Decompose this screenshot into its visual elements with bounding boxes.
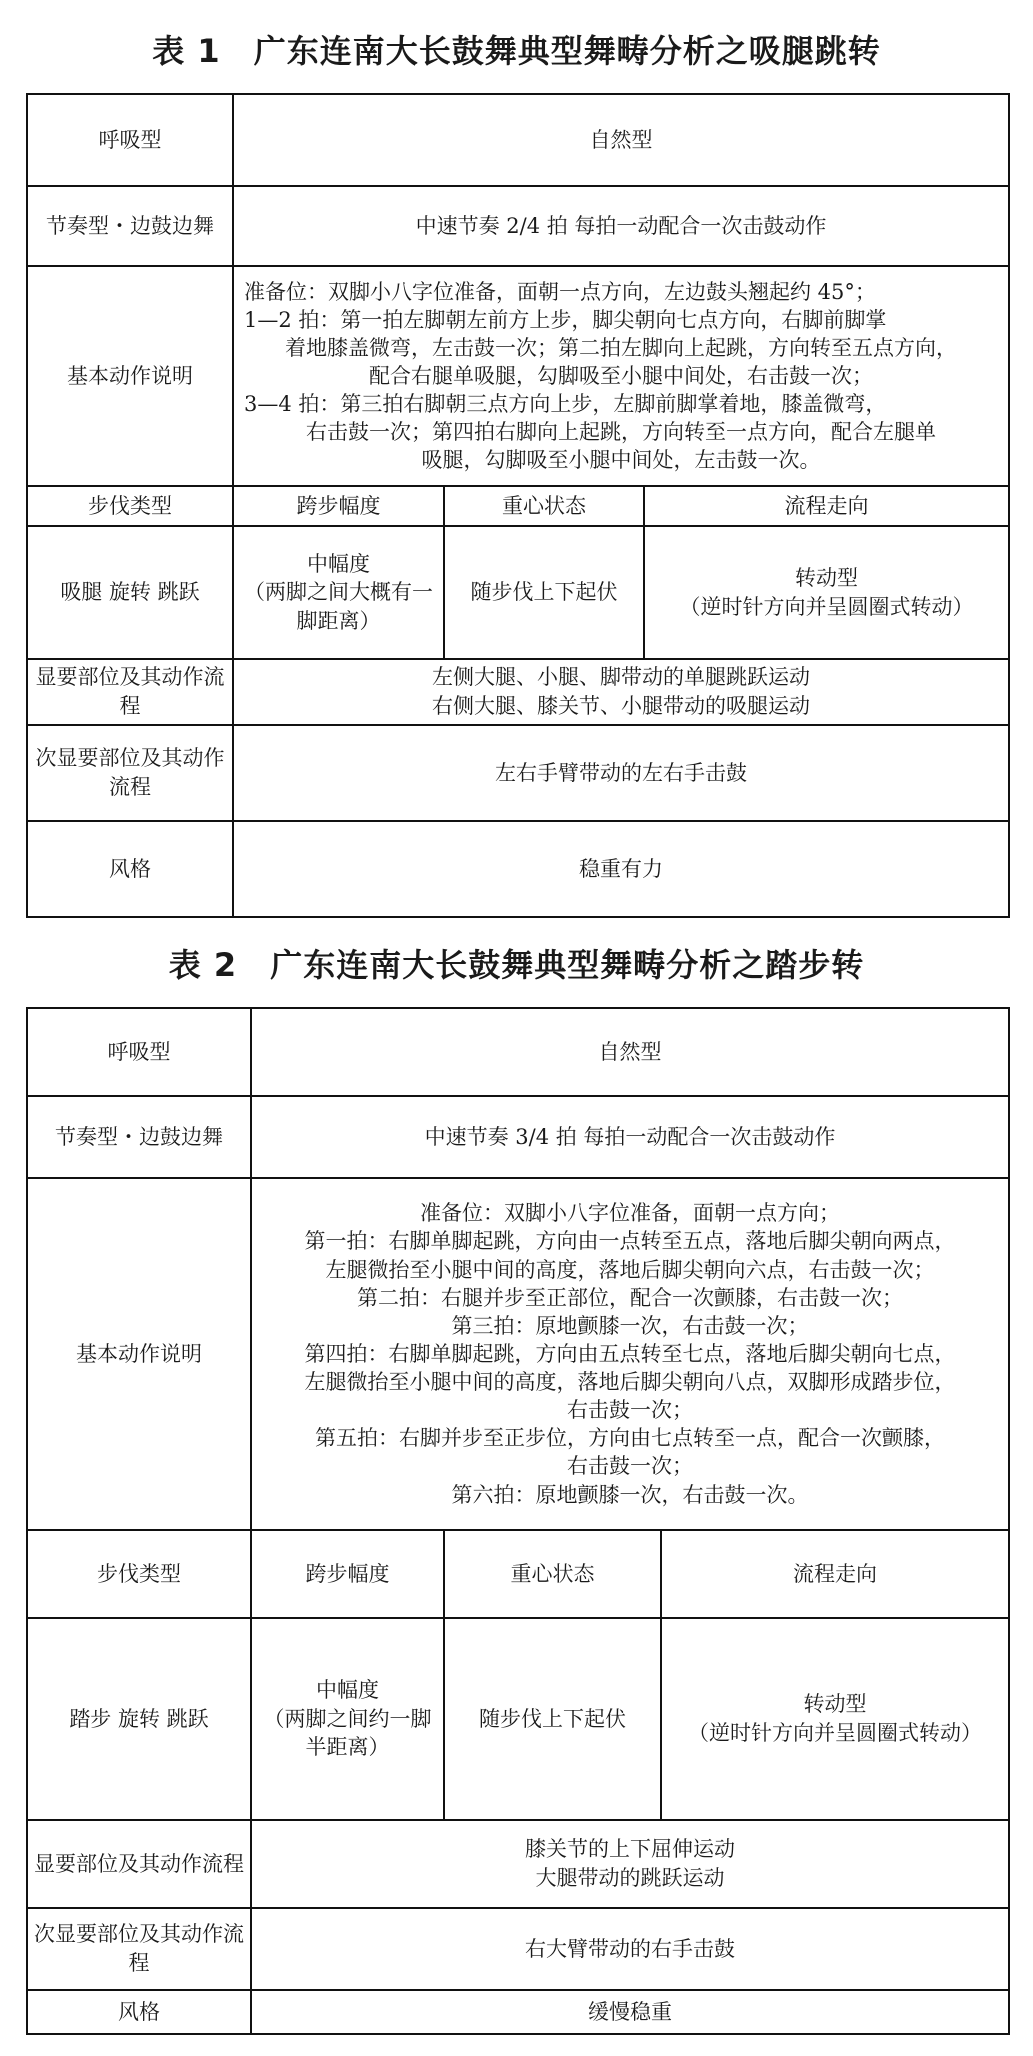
main-parts-value <box>251 1820 1009 1908</box>
sub-parts-value: 左右手臂带动的左右手击鼓 <box>233 725 1009 821</box>
flow-value-main: 转动型 <box>795 565 859 590</box>
desc-line: 左腿微抬至小腿中间的高度，落地后脚尖朝向八点，双脚形成踏步位， <box>304 1370 956 1395</box>
desc-line: 第二拍：右腿并步至正部位，配合一次颤膝，右击鼓一次； <box>357 1285 904 1310</box>
flow-value <box>644 526 1009 659</box>
stride-value-note: （两脚之间约一脚半距离） <box>263 1706 432 1760</box>
desc-line: 准备位：双脚小八字位准备，面朝一点方向，左边鼓头翘起约 45°； <box>244 279 876 304</box>
flow-value <box>661 1618 1009 1820</box>
table1 <box>26 93 1010 918</box>
sub-parts-label: 次显要部位及其动作流程 <box>27 1908 251 1990</box>
table2-caption: 表 2 广东连南大长鼓舞典型舞畴分析之踏步转 <box>168 946 865 984</box>
desc-line: 配合右腿单吸腿，勾脚吸至小腿中间处，右击鼓一次； <box>369 363 874 388</box>
main-parts-label: 显要部位及其动作流程 <box>27 659 233 725</box>
table-row <box>27 1530 1009 1618</box>
style-label: 风格 <box>27 821 233 917</box>
desc-line: 第一拍：右脚单脚起跳，方向由一点转至五点，落地后脚尖朝向两点， <box>304 1229 956 1254</box>
flow-label: 流程走向 <box>661 1530 1009 1618</box>
desc-line: 准备位：双脚小八字位准备，面朝一点方向； <box>420 1201 841 1226</box>
stride-value <box>251 1618 444 1820</box>
table-row <box>27 186 1009 266</box>
step-type-label: 步伐类型 <box>27 486 233 526</box>
desc-value <box>251 1178 1009 1530</box>
sub-parts-label: 次显要部位及其动作流程 <box>27 725 233 821</box>
sub-parts-value: 右大臂带动的右手击鼓 <box>251 1908 1009 1990</box>
step-type-label: 步伐类型 <box>27 1530 251 1618</box>
desc-line: 3—4 拍：第三拍右脚朝三点方向上步，左脚前脚掌着地，膝盖微弯， <box>244 392 887 417</box>
table-row <box>27 1008 1009 1096</box>
step-type-value: 吸腿 旋转 跳跃 <box>27 526 233 659</box>
style-value: 稳重有力 <box>233 821 1009 917</box>
desc-line: 吸腿，勾脚吸至小腿中间处，左击鼓一次。 <box>421 448 821 473</box>
table-row <box>27 1618 1009 1820</box>
table-row <box>27 1178 1009 1530</box>
table-row <box>27 1908 1009 1990</box>
breath-label: 呼吸型 <box>27 94 233 186</box>
stride-value <box>233 526 444 659</box>
desc-label: 基本动作说明 <box>27 1178 251 1530</box>
main-parts-label: 显要部位及其动作流程 <box>27 1820 251 1908</box>
desc-line: 第六拍：原地颤膝一次，右击鼓一次。 <box>451 1482 809 1507</box>
flow-value-note: （逆时针方向并呈圆圈式转动） <box>679 594 974 619</box>
table2 <box>26 1007 1010 2035</box>
desc-line: 着地膝盖微弯，左击鼓一次；第二拍左脚向上起跳，方向转至五点方向， <box>285 335 958 360</box>
flow-value-note: （逆时针方向并呈圆圈式转动） <box>688 1721 983 1745</box>
gravity-label: 重心状态 <box>444 1530 661 1618</box>
desc-line: 右击鼓一次； <box>567 1454 694 1479</box>
table-row <box>27 1990 1009 2034</box>
breath-value: 自然型 <box>233 94 1009 186</box>
stride-label: 跨步幅度 <box>233 486 444 526</box>
table-row <box>27 486 1009 526</box>
table-row <box>27 1096 1009 1178</box>
desc-value <box>233 266 1009 486</box>
table-row <box>27 659 1009 725</box>
desc-line: 第三拍：原地颤膝一次，右击鼓一次； <box>451 1313 809 1338</box>
stride-value-note: （两脚之间大概有一脚距离） <box>244 580 433 633</box>
style-value: 缓慢稳重 <box>251 1990 1009 2034</box>
rhythm-value: 中速节奏 3/4 拍 每拍一动配合一次击鼓动作 <box>251 1096 1009 1178</box>
table-row <box>27 94 1009 186</box>
flow-value-main: 转动型 <box>803 1692 867 1717</box>
flow-label: 流程走向 <box>644 486 1009 526</box>
rhythm-label: 节奏型・边鼓边舞 <box>27 1096 251 1178</box>
table1-caption: 表 1 广东连南大长鼓舞典型舞畴分析之吸腿跳转 <box>152 32 881 70</box>
breath-value: 自然型 <box>251 1008 1009 1096</box>
rhythm-label: 节奏型・边鼓边舞 <box>27 186 233 266</box>
breath-label: 呼吸型 <box>27 1008 251 1096</box>
main-parts-line: 右侧大腿、膝关节、小腿带动的吸腿运动 <box>432 694 811 718</box>
desc-line: 第四拍：右脚单脚起跳，方向由五点转至七点，落地后脚尖朝向七点， <box>304 1341 956 1366</box>
table-row <box>27 821 1009 917</box>
style-label: 风格 <box>27 1990 251 2034</box>
main-parts-line: 膝关节的上下屈伸运动 <box>525 1837 736 1862</box>
desc-line: 第五拍：右脚并步至正步位，方向由七点转至一点，配合一次颤膝， <box>315 1426 946 1451</box>
table-row <box>27 266 1009 486</box>
step-type-value: 踏步 旋转 跳跃 <box>27 1618 251 1820</box>
desc-line: 1—2 拍：第一拍左脚朝左前方上步，脚尖朝向七点方向，右脚前脚掌 <box>244 307 887 332</box>
gravity-value: 随步伐上下起伏 <box>444 526 644 659</box>
main-parts-line: 左侧大腿、小腿、脚带动的单腿跳跃运动 <box>432 665 811 690</box>
main-parts-line: 大腿带动的跳跃运动 <box>535 1866 725 1890</box>
desc-line: 右击鼓一次；第四拍右脚向上起跳，方向转至一点方向，配合左腿单 <box>306 420 937 445</box>
desc-label: 基本动作说明 <box>27 266 233 486</box>
table-row <box>27 1820 1009 1908</box>
gravity-label: 重心状态 <box>444 486 644 526</box>
gravity-value: 随步伐上下起伏 <box>444 1618 661 1820</box>
desc-line: 左腿微抬至小腿中间的高度，落地后脚尖朝向六点，右击鼓一次； <box>325 1257 935 1282</box>
desc-line: 右击鼓一次； <box>567 1398 694 1423</box>
stride-label: 跨步幅度 <box>251 1530 444 1618</box>
table-row <box>27 725 1009 821</box>
rhythm-value: 中速节奏 2/4 拍 每拍一动配合一次击鼓动作 <box>233 186 1009 266</box>
stride-value-main: 中幅度 <box>307 551 370 576</box>
main-parts-value <box>233 659 1009 725</box>
stride-value-main: 中幅度 <box>316 1678 379 1703</box>
table-row <box>27 526 1009 659</box>
